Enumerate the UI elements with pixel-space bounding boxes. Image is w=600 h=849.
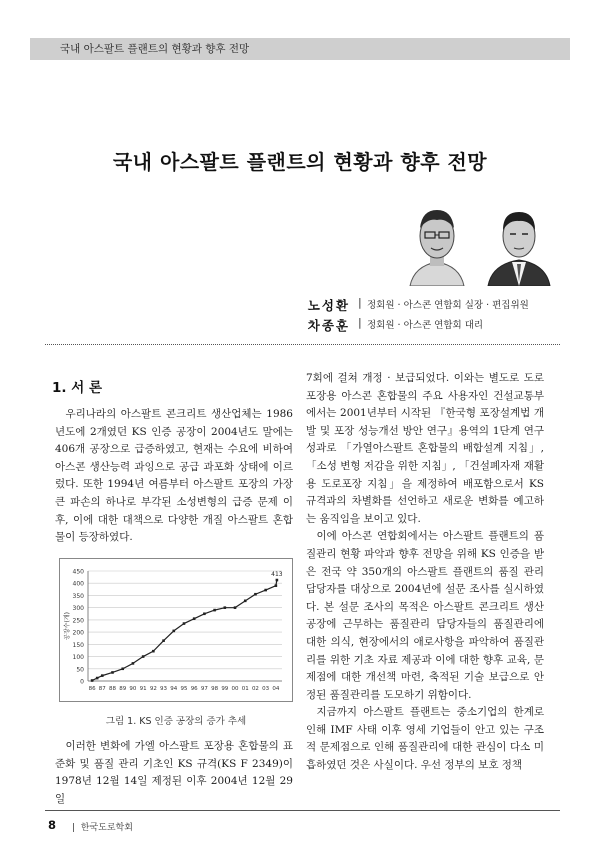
author-name: 차종훈 [307, 318, 350, 333]
data-point [276, 579, 279, 582]
x-tick-label: 87 [98, 686, 106, 692]
left-column-bottom [55, 738, 293, 808]
x-tick-label: 00 [231, 686, 239, 692]
data-point [203, 612, 206, 615]
left-column-top [55, 406, 293, 547]
data-point [224, 606, 227, 609]
y-tick-label: 450 [72, 568, 84, 576]
body-paragraph: 이러한 변화에 가엘 아스팔트 포장용 혼합물의 표준화 및 품질 관리 기초인 KS 규격(KS F 2349)이 1978년 12월 14일 제정된 이후 2004년 12월 29일 [55, 740, 293, 805]
x-tick-label: 89 [119, 686, 127, 692]
y-tick-label: 50 [76, 666, 84, 674]
x-tick-label: 88 [109, 686, 117, 692]
y-tick-label: 100 [72, 654, 84, 662]
x-tick-label: 90 [129, 686, 137, 692]
data-point [142, 655, 145, 658]
article-title: 국내 아스팔트 플랜트의 현황과 향후 전망 [112, 150, 488, 174]
figure-chart [59, 558, 293, 702]
y-axis-label: 공장수(개) [64, 612, 71, 640]
data-point [264, 589, 267, 592]
x-tick-label: 03 [262, 686, 270, 692]
author-role: 정회원 · 아스콘 연합회 실장 · 편집위원 [367, 300, 529, 311]
x-tick-label: 99 [221, 686, 229, 692]
section-divider [45, 344, 560, 345]
x-tick-label: 01 [241, 686, 249, 692]
separator: | [358, 316, 362, 329]
data-point [213, 609, 216, 612]
data-point [121, 667, 124, 670]
data-point [96, 677, 99, 680]
y-tick-label: 150 [72, 641, 84, 649]
x-tick-label: 02 [251, 686, 259, 692]
section-heading: 1. 서 론 [52, 380, 103, 396]
data-point [162, 639, 165, 642]
page-number: 8 [48, 818, 57, 832]
journal-name: 한국도로학회 [80, 823, 133, 833]
author-role: 정회원 · 아스콘 연합회 대리 [367, 320, 484, 331]
y-tick-label: 400 [72, 580, 84, 588]
x-tick-label: 91 [139, 686, 147, 692]
x-tick-label: 93 [160, 686, 168, 692]
body-paragraph: 지금까지 아스팔트 플랜트는 중소기업의 한계로 인해 IMF 사태 이후 영세 기업들이 안고 있는 구조적 문제점으로 인해 품질관리에 대한 관심이 다소 미흡하였던 것은 사실이다. 우선 정부의 보호 정책 [306, 706, 544, 772]
running-header-title: 국내 아스팔트 플랜트의 현황과 향후 전망 [60, 43, 250, 55]
x-tick-label: 96 [190, 686, 198, 692]
data-point [132, 662, 135, 665]
data-point [111, 671, 114, 674]
data-point [152, 650, 155, 653]
body-paragraph: 이에 아스콘 연합회에서는 아스팔트 플랜트의 품질관리 현황 파악과 향후 전망을 위해 KS 인증을 받은 전국 약 350개의 아스팔트 플랜트의 품질 관리 담당자를 대상으로 2004년에 설문 조사를 실시하였다. 본 설문 조사의 목적은 아스팔트 콘크리트 생산 공장에 근무하는 품질관리 담당자들의 품질관리에 대한 의식, 현장에서의 애로사항을 파악하여 품질관리를 위한 기초 자료 제공과 이에 대한 향후 교육, 문제점에 대한 개선책 마련, 축적된 기술 보급으로 안정된 품질관리를 도모하기 위함이다. [306, 530, 544, 701]
data-label: 413 [271, 571, 283, 579]
data-point [101, 674, 104, 677]
author-photo-2 [484, 200, 554, 286]
y-tick-label: 250 [72, 617, 84, 625]
chart-svg [60, 559, 292, 701]
y-tick-label: 300 [72, 605, 84, 613]
x-tick-label: 94 [170, 686, 178, 692]
data-point [254, 593, 257, 596]
data-point [172, 630, 175, 633]
data-point [193, 617, 196, 620]
data-point [244, 600, 247, 603]
x-tick-label: 95 [180, 686, 188, 692]
footer-journal: | 한국도로학회 [72, 823, 133, 833]
body-paragraph: 7회에 걸쳐 개정 · 보급되었다. 이와는 별도로 도로 포장용 아스콘 혼합물의 주요 사용자인 건설교통부에서는 2001년부터 시작된 『한국형 포장설계법 개발 및 포장 성능개선 방안 연구』용역의 1단계 연구성과로 「가열아스팔트 혼합물의 배합설계 지침」, 「소성 변형 저감을 위한 지침」, 「건설폐자재 재활용 도로포장 지침」을 제정하여 배포함으로서 KS 규격과의 차별화를 선언하고 새로운 변화를 예고하는 움직임을 보이고 있다. [306, 372, 544, 525]
x-tick-label: 04 [272, 686, 280, 692]
y-tick-label: 0 [80, 678, 84, 686]
x-tick-label: 86 [88, 686, 96, 692]
footer-rule [45, 810, 560, 811]
data-point [234, 606, 237, 609]
author-name: 노성환 [307, 298, 350, 313]
y-tick-label: 200 [72, 629, 84, 637]
separator: | [358, 296, 362, 309]
data-point [91, 679, 94, 682]
series-line [92, 580, 277, 680]
right-column [306, 370, 544, 775]
y-tick-label: 350 [72, 592, 84, 600]
author-photo-1 [402, 200, 472, 286]
x-tick-label: 92 [149, 686, 157, 692]
x-tick-label: 97 [200, 686, 208, 692]
x-tick-label: 98 [211, 686, 219, 692]
data-point [183, 622, 186, 625]
figure-caption: 그림 1. KS 인증 공장의 증가 추세 [105, 716, 247, 727]
data-point [275, 584, 278, 587]
body-paragraph: 우리나라의 아스팔트 콘크리트 생산업체는 1986년도에 2개였던 KS 인증 공장이 2004년도 말에는 406개 공장으로 급증하였고, 현재는 수요에 비하여 아스콘 생산능력 과잉으로 공급 과포화 상태에 이르렀다. 또한 1994년 여름부터 아스팔트 포장의 가장 큰 파손의 하나로 부각된 소성변형의 급증 문제 이후, 이에 대한 대책으로 다양한 개질 아스팔트 혼합물이 등장하였다. [55, 408, 293, 544]
